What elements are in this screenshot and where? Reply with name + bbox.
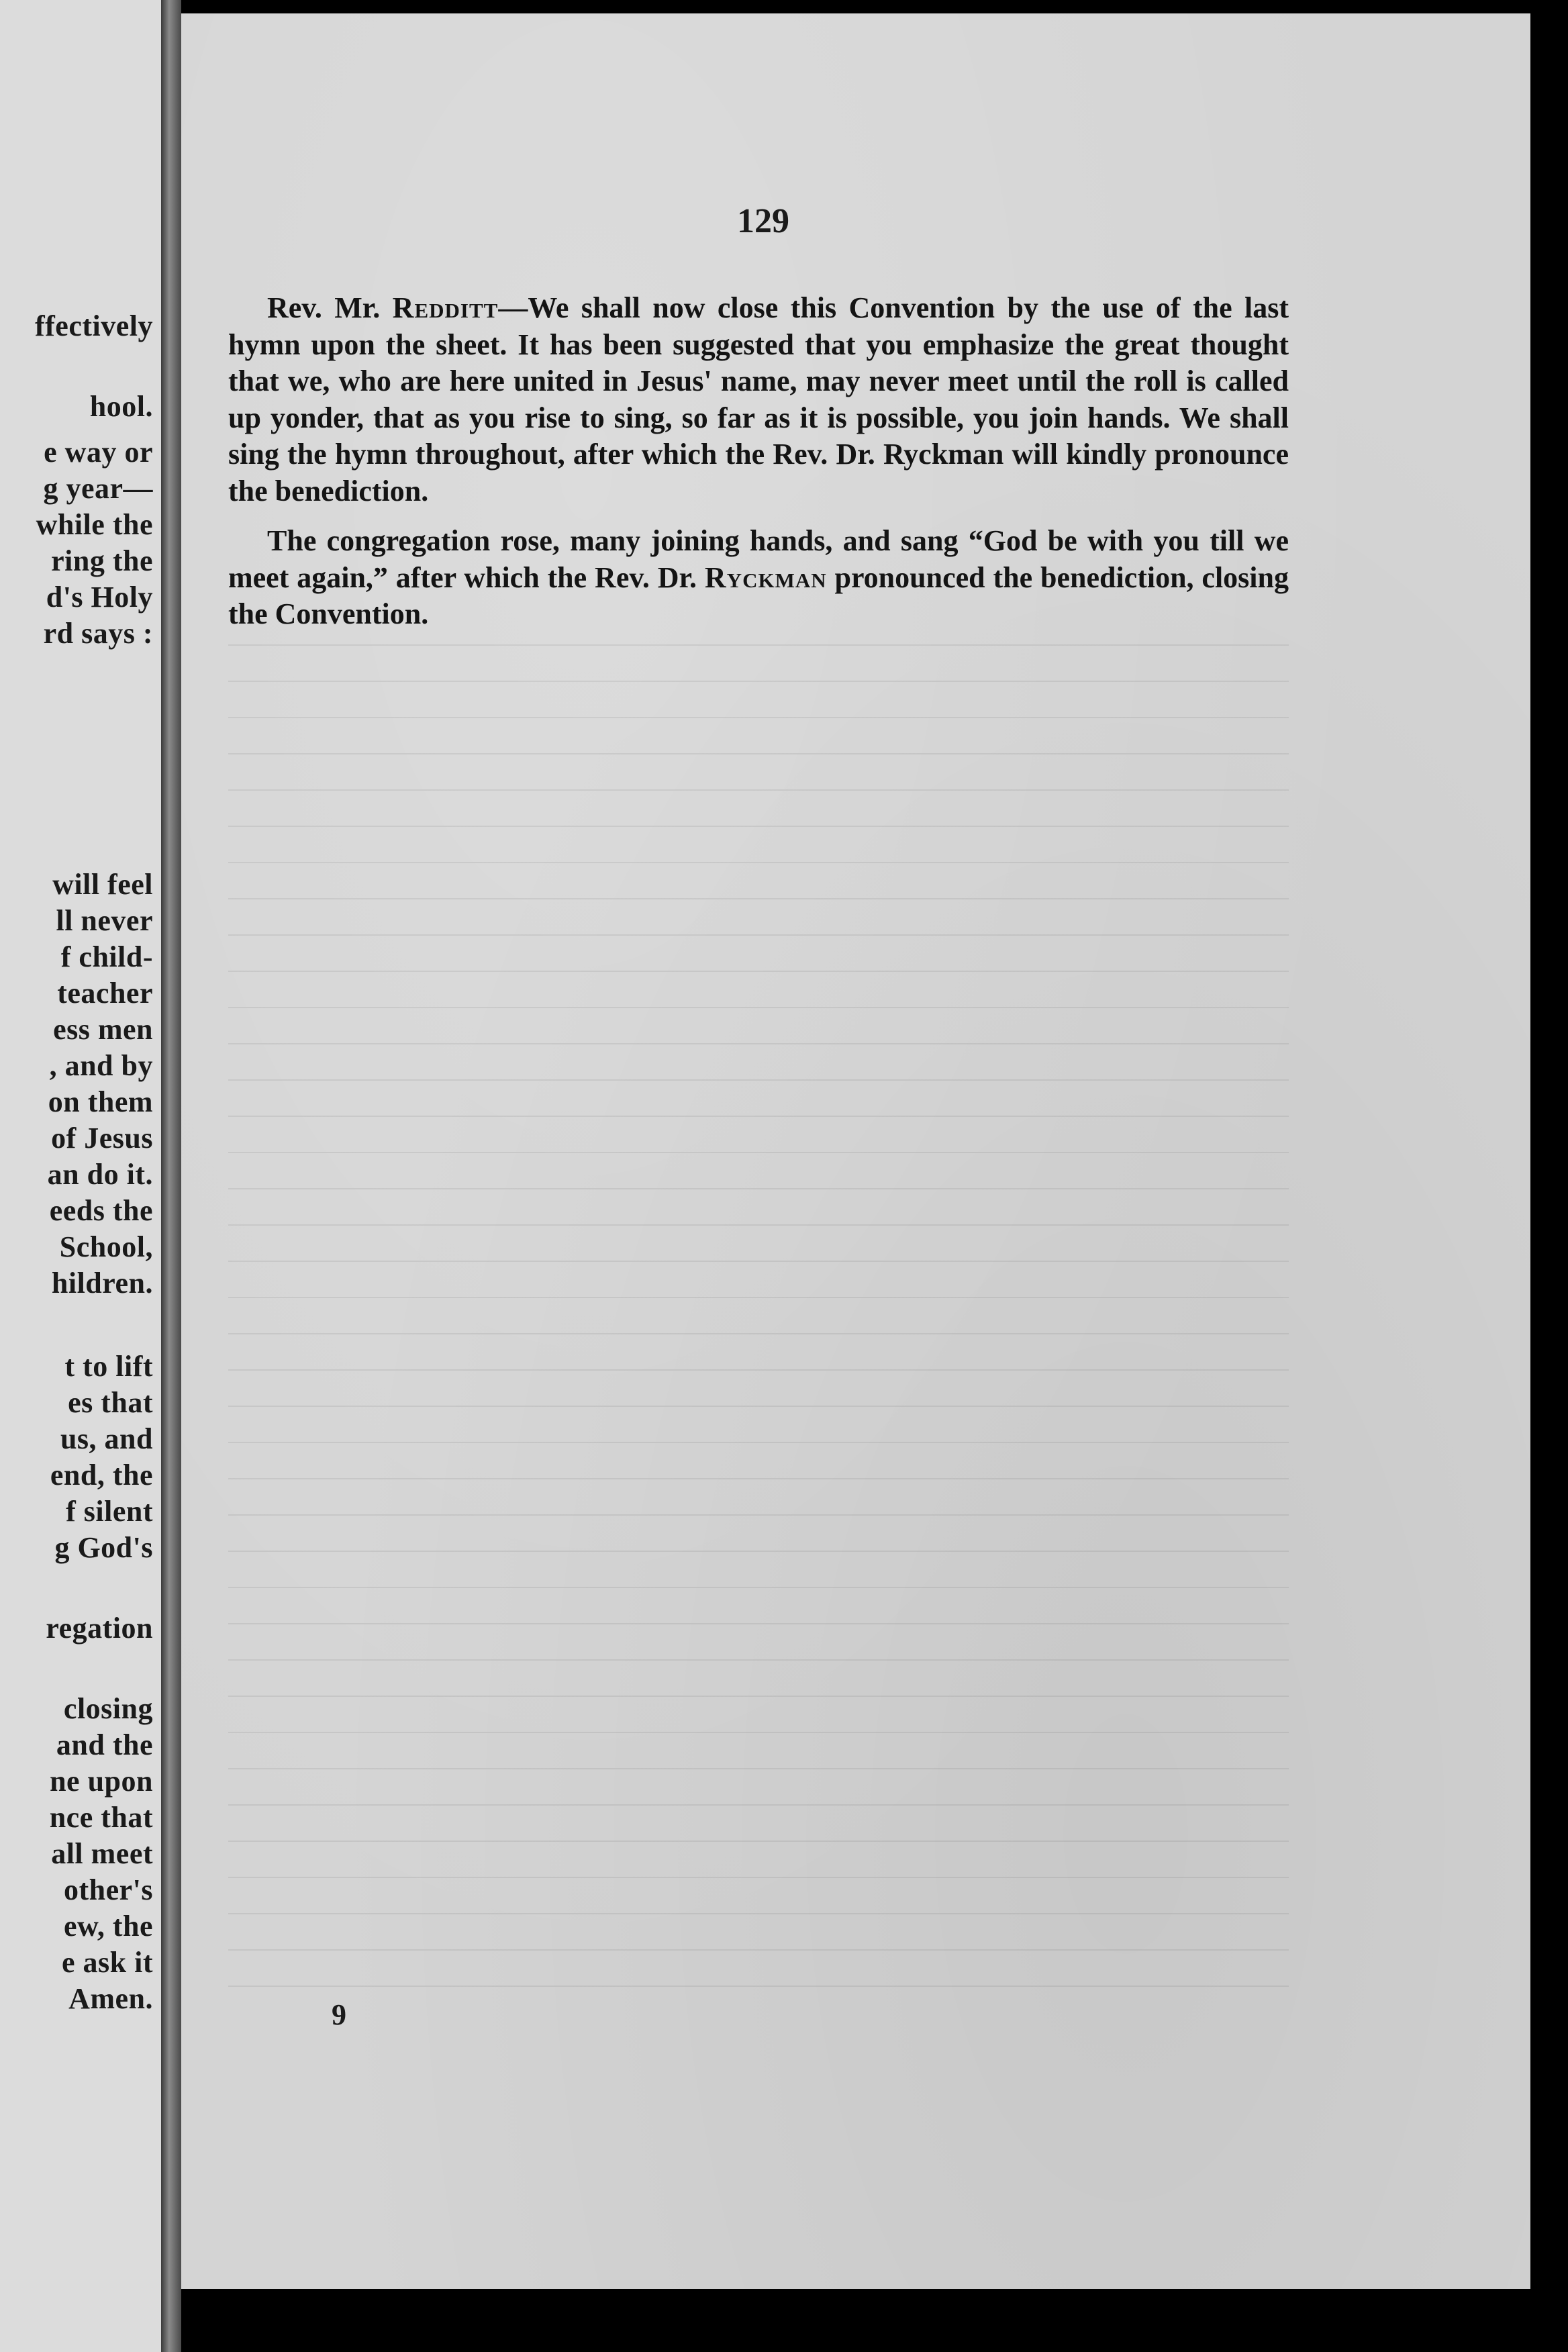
left-page-line: other's bbox=[63, 1873, 153, 1906]
signature-mark: 9 bbox=[332, 1998, 346, 2031]
left-page-line: ew, the bbox=[63, 1910, 153, 1943]
left-page-line: all meet bbox=[51, 1837, 153, 1870]
page-body bbox=[228, 290, 1289, 633]
left-page-sliver bbox=[0, 0, 161, 2352]
speaker-title: Rev. Mr. bbox=[267, 291, 393, 324]
left-page-line: of Jesus bbox=[51, 1122, 153, 1155]
left-page-line: g God's bbox=[54, 1531, 153, 1564]
left-page-line: hildren. bbox=[51, 1267, 153, 1300]
left-page-line: hool. bbox=[89, 390, 153, 423]
left-page-line: f silent bbox=[66, 1495, 153, 1528]
benediction-name: Ryckman bbox=[704, 560, 827, 594]
left-page-line: nce that bbox=[49, 1801, 153, 1834]
left-page-line: g year— bbox=[43, 472, 153, 505]
left-page-line: ring the bbox=[51, 544, 153, 577]
left-page-line: rd says : bbox=[43, 617, 153, 650]
left-page-line: School, bbox=[59, 1230, 153, 1263]
left-page-line: es that bbox=[68, 1386, 153, 1419]
left-page-line: regation bbox=[46, 1612, 153, 1645]
benediction-text-after: pronounced the benediction, closing the Convention. bbox=[228, 560, 1289, 630]
bleed-through-ghost bbox=[228, 644, 1289, 2000]
benediction-text-before: The congregation rose, many joining hands, and sang “God be with you till we meet again,” after which the Rev. Dr. bbox=[228, 524, 1289, 594]
left-page-line: e ask it bbox=[62, 1946, 153, 1979]
left-page-line: f child- bbox=[60, 940, 153, 973]
page-bottom-edge bbox=[181, 2289, 1568, 2352]
left-page-line: and the bbox=[56, 1728, 153, 1761]
left-page-line: ffectively bbox=[35, 309, 153, 342]
speaker-name: Redditt bbox=[392, 291, 499, 324]
left-page-line: d's Holy bbox=[46, 581, 153, 614]
left-page-line: , and by bbox=[49, 1049, 153, 1082]
left-page-line: end, the bbox=[50, 1459, 153, 1491]
left-page-line: us, and bbox=[60, 1422, 153, 1455]
left-page-line: eeds the bbox=[49, 1194, 153, 1227]
left-page-line: t to lift bbox=[64, 1350, 153, 1383]
left-page-line: ess men bbox=[53, 1013, 153, 1046]
paragraph-closing-remarks bbox=[228, 290, 1289, 509]
book-gutter bbox=[161, 0, 181, 2352]
left-page-line: on them bbox=[48, 1085, 153, 1118]
left-page-line: ne upon bbox=[50, 1765, 153, 1798]
page-number: 129 bbox=[737, 202, 789, 240]
left-page-line: while the bbox=[36, 508, 153, 541]
left-page-line: ll never bbox=[56, 904, 153, 937]
left-page-line: closing bbox=[63, 1692, 153, 1725]
left-page-line: e way or bbox=[44, 436, 153, 469]
paragraph-benediction bbox=[228, 523, 1289, 633]
left-page-line: an do it. bbox=[47, 1158, 153, 1191]
page-right-edge bbox=[1530, 0, 1568, 2352]
left-page-line: teacher bbox=[57, 977, 153, 1010]
left-page-line: will feel bbox=[52, 868, 153, 901]
closing-remarks-text: —We shall now close this Convention by the use of the last hymn upon the sheet. It has been suggested that you emphasize the great thought that we, who are here united in Jesus' name, may never meet until the roll is called up yonder, that as you rise to sing, so far as it is possible, you join hands. We shall sing the hymn throughout, after which the Rev. Dr. Ryckman will kindly pronounce the benediction. bbox=[228, 291, 1289, 507]
left-page-line: Amen. bbox=[68, 1982, 153, 2015]
